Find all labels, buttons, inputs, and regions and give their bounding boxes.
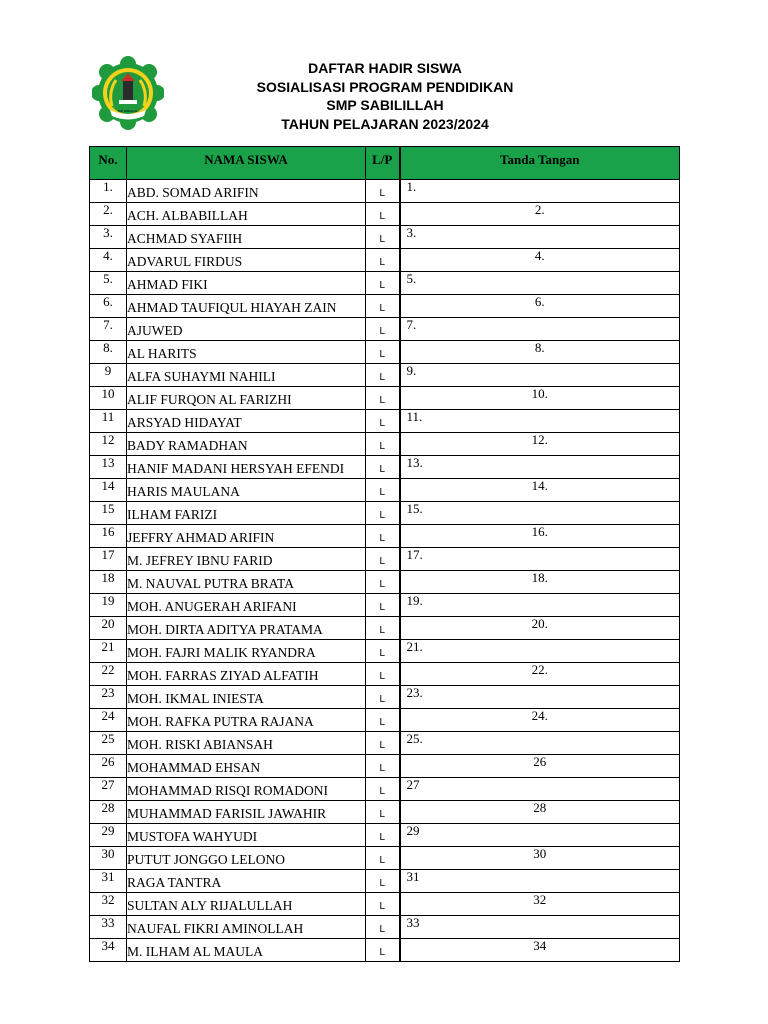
gender: L <box>366 755 400 778</box>
row-number: 8. <box>90 341 127 364</box>
table-row <box>90 341 680 364</box>
table-row <box>90 640 680 663</box>
table-row <box>90 732 680 755</box>
student-name: M. ILHAM AL MAULA <box>127 939 366 962</box>
student-name: MOH. RAFKA PUTRA RAJANA <box>127 709 366 732</box>
column-header-name: NAMA SISWA <box>127 147 366 180</box>
gender: L <box>366 640 400 663</box>
signature-cell[interactable]: 5. <box>400 272 680 295</box>
row-number: 24 <box>90 709 127 732</box>
row-number: 16 <box>90 525 127 548</box>
signature-cell[interactable]: 22. <box>400 663 680 686</box>
row-number: 33 <box>90 916 127 939</box>
signature-cell[interactable]: 10. <box>400 387 680 410</box>
signature-cell[interactable]: 17. <box>400 548 680 571</box>
row-number: 31 <box>90 870 127 893</box>
student-name: MOH. RISKI ABIANSAH <box>127 732 366 755</box>
attendance-table <box>89 146 680 962</box>
student-name: HANIF MADANI HERSYAH EFENDI <box>127 456 366 479</box>
column-header-gender: L/P <box>366 147 400 180</box>
gender: L <box>366 824 400 847</box>
gender: L <box>366 479 400 502</box>
student-name: MOH. DIRTA ADITYA PRATAMA <box>127 617 366 640</box>
table-row <box>90 249 680 272</box>
table-row <box>90 525 680 548</box>
table-row <box>90 663 680 686</box>
gender: L <box>366 663 400 686</box>
gender: L <box>366 180 400 203</box>
row-number: 6. <box>90 295 127 318</box>
gender: L <box>366 203 400 226</box>
table-row <box>90 272 680 295</box>
gender: L <box>366 295 400 318</box>
row-number: 29 <box>90 824 127 847</box>
signature-cell[interactable]: 19. <box>400 594 680 617</box>
student-name: ABD. SOMAD ARIFIN <box>127 180 366 203</box>
student-name: PUTUT JONGGO LELONO <box>127 847 366 870</box>
row-number: 27 <box>90 778 127 801</box>
gender: L <box>366 916 400 939</box>
signature-cell[interactable]: 14. <box>400 479 680 502</box>
student-name: BADY RAMADHAN <box>127 433 366 456</box>
signature-cell[interactable]: 29 <box>400 824 680 847</box>
signature-cell[interactable]: 31 <box>400 870 680 893</box>
row-number: 34 <box>90 939 127 962</box>
signature-cell[interactable]: 11. <box>400 410 680 433</box>
row-number: 3. <box>90 226 127 249</box>
gender: L <box>366 433 400 456</box>
row-number: 14 <box>90 479 127 502</box>
gender: L <box>366 617 400 640</box>
gender: L <box>366 939 400 962</box>
signature-cell[interactable]: 9. <box>400 364 680 387</box>
gender: L <box>366 249 400 272</box>
signature-cell[interactable]: 33 <box>400 916 680 939</box>
gender: L <box>366 732 400 755</box>
signature-cell[interactable]: 20. <box>400 617 680 640</box>
student-name: ACH. ALBABILLAH <box>127 203 366 226</box>
student-name: MOH. ANUGERAH ARIFANI <box>127 594 366 617</box>
row-number: 10 <box>90 387 127 410</box>
student-name: HARIS MAULANA <box>127 479 366 502</box>
table-row <box>90 778 680 801</box>
row-number: 13 <box>90 456 127 479</box>
student-name: RAGA TANTRA <box>127 870 366 893</box>
row-number: 26 <box>90 755 127 778</box>
signature-cell[interactable]: 2. <box>400 203 680 226</box>
table-row <box>90 387 680 410</box>
student-name: AL HARITS <box>127 341 366 364</box>
student-name: M. JEFREY IBNU FARID <box>127 548 366 571</box>
signature-cell[interactable]: 1. <box>400 180 680 203</box>
row-number: 5. <box>90 272 127 295</box>
table-row <box>90 571 680 594</box>
gender: L <box>366 870 400 893</box>
column-header-signature: Tanda Tangan <box>400 147 680 180</box>
gender: L <box>366 364 400 387</box>
table-row <box>90 548 680 571</box>
table-row <box>90 318 680 341</box>
row-number: 11 <box>90 410 127 433</box>
signature-cell[interactable]: 18. <box>400 571 680 594</box>
table-row <box>90 824 680 847</box>
table-row <box>90 203 680 226</box>
gender: L <box>366 801 400 824</box>
row-number: 4. <box>90 249 127 272</box>
gender: L <box>366 548 400 571</box>
signature-cell[interactable]: 32 <box>400 893 680 916</box>
row-number: 25 <box>90 732 127 755</box>
title-line-2: SOSIALISASI PROGRAM PENDIDIKAN <box>256 78 514 95</box>
row-number: 18 <box>90 571 127 594</box>
table-row <box>90 870 680 893</box>
row-number: 2. <box>90 203 127 226</box>
student-name: MOHAMMAD EHSAN <box>127 755 366 778</box>
student-name: MUHAMMAD FARISIL JAWAHIR <box>127 801 366 824</box>
table-row <box>90 916 680 939</box>
signature-cell[interactable]: 7. <box>400 318 680 341</box>
column-header-no: No. <box>90 147 127 180</box>
student-name: MUSTOFA WAHYUDI <box>127 824 366 847</box>
student-name: ILHAM FARIZI <box>127 502 366 525</box>
gender: L <box>366 778 400 801</box>
gender: L <box>366 410 400 433</box>
table-row <box>90 180 680 203</box>
student-name: M. NAUVAL PUTRA BRATA <box>127 571 366 594</box>
gender: L <box>366 318 400 341</box>
gender: L <box>366 709 400 732</box>
signature-cell[interactable]: 6. <box>400 295 680 318</box>
row-number: 7. <box>90 318 127 341</box>
gender: L <box>366 847 400 870</box>
student-name: ADVARUL FIRDUS <box>127 249 366 272</box>
signature-cell[interactable]: 3. <box>400 226 680 249</box>
table-row <box>90 801 680 824</box>
student-name: NAUFAL FIKRI AMINOLLAH <box>127 916 366 939</box>
gender: L <box>366 272 400 295</box>
emblem-text: SMP SABILILLAH <box>117 110 139 113</box>
gender: L <box>366 686 400 709</box>
table-row <box>90 709 680 732</box>
student-name: SULTAN ALY RIJALULLAH <box>127 893 366 916</box>
row-number: 28 <box>90 801 127 824</box>
signature-cell[interactable]: 13. <box>400 456 680 479</box>
row-number: 9 <box>90 364 127 387</box>
row-number: 23 <box>90 686 127 709</box>
row-number: 21 <box>90 640 127 663</box>
student-name: MOH. FARRAS ZIYAD ALFATIH <box>127 663 366 686</box>
row-number: 17 <box>90 548 127 571</box>
student-name: ALFA SUHAYMI NAHILI <box>127 364 366 387</box>
school-emblem-icon <box>92 56 164 130</box>
title-line-4: TAHUN PELAJARAN 2023/2024 <box>281 115 489 132</box>
signature-cell[interactable]: 27 <box>400 778 680 801</box>
signature-cell[interactable]: 26 <box>400 755 680 778</box>
gender: L <box>366 525 400 548</box>
student-name: MOH. IKMAL INIESTA <box>127 686 366 709</box>
gender: L <box>366 387 400 410</box>
gender: L <box>366 456 400 479</box>
signature-cell[interactable]: 24. <box>400 709 680 732</box>
student-name: AJUWED <box>127 318 366 341</box>
gender: L <box>366 893 400 916</box>
signature-cell[interactable]: 4. <box>400 249 680 272</box>
signature-cell[interactable]: 12. <box>400 433 680 456</box>
row-number: 30 <box>90 847 127 870</box>
table-row <box>90 686 680 709</box>
table-row <box>90 433 680 456</box>
table-row <box>90 295 680 318</box>
row-number: 12 <box>90 433 127 456</box>
signature-cell[interactable]: 8. <box>400 341 680 364</box>
student-name: MOH. FAJRI MALIK RYANDRA <box>127 640 366 663</box>
row-number: 20 <box>90 617 127 640</box>
row-number: 32 <box>90 893 127 916</box>
document-title <box>220 59 550 133</box>
gender: L <box>366 226 400 249</box>
gender: L <box>366 594 400 617</box>
student-name: MOHAMMAD RISQI ROMADONI <box>127 778 366 801</box>
title-line-3: SMP SABILILLAH <box>326 97 444 113</box>
table-row <box>90 939 680 962</box>
gender: L <box>366 571 400 594</box>
student-name: ACHMAD SYAFIIH <box>127 226 366 249</box>
table-row <box>90 364 680 387</box>
table-row <box>90 847 680 870</box>
signature-cell[interactable]: 25. <box>400 732 680 755</box>
table-header-row <box>90 147 680 180</box>
student-name: AHMAD TAUFIQUL HIAYAH ZAIN <box>127 295 366 318</box>
table-row <box>90 479 680 502</box>
signature-cell[interactable]: 23. <box>400 686 680 709</box>
row-number: 15 <box>90 502 127 525</box>
table-row <box>90 594 680 617</box>
table-row <box>90 755 680 778</box>
signature-cell[interactable]: 21. <box>400 640 680 663</box>
gender: L <box>366 341 400 364</box>
table-row <box>90 502 680 525</box>
signature-cell[interactable]: 28 <box>400 801 680 824</box>
signature-cell[interactable]: 34 <box>400 939 680 962</box>
title-line-1: DAFTAR HADIR SISWA <box>308 60 462 76</box>
signature-cell[interactable]: 16. <box>400 525 680 548</box>
row-number: 1. <box>90 180 127 203</box>
gender: L <box>366 502 400 525</box>
row-number: 19 <box>90 594 127 617</box>
table-row <box>90 893 680 916</box>
table-row <box>90 410 680 433</box>
student-name: JEFFRY AHMAD ARIFIN <box>127 525 366 548</box>
table-row <box>90 617 680 640</box>
signature-cell[interactable]: 15. <box>400 502 680 525</box>
row-number: 22 <box>90 663 127 686</box>
student-name: ARSYAD HIDAYAT <box>127 410 366 433</box>
table-row <box>90 226 680 249</box>
student-name: AHMAD FIKI <box>127 272 366 295</box>
student-name: ALIF FURQON AL FARIZHI <box>127 387 366 410</box>
signature-cell[interactable]: 30 <box>400 847 680 870</box>
table-row <box>90 456 680 479</box>
